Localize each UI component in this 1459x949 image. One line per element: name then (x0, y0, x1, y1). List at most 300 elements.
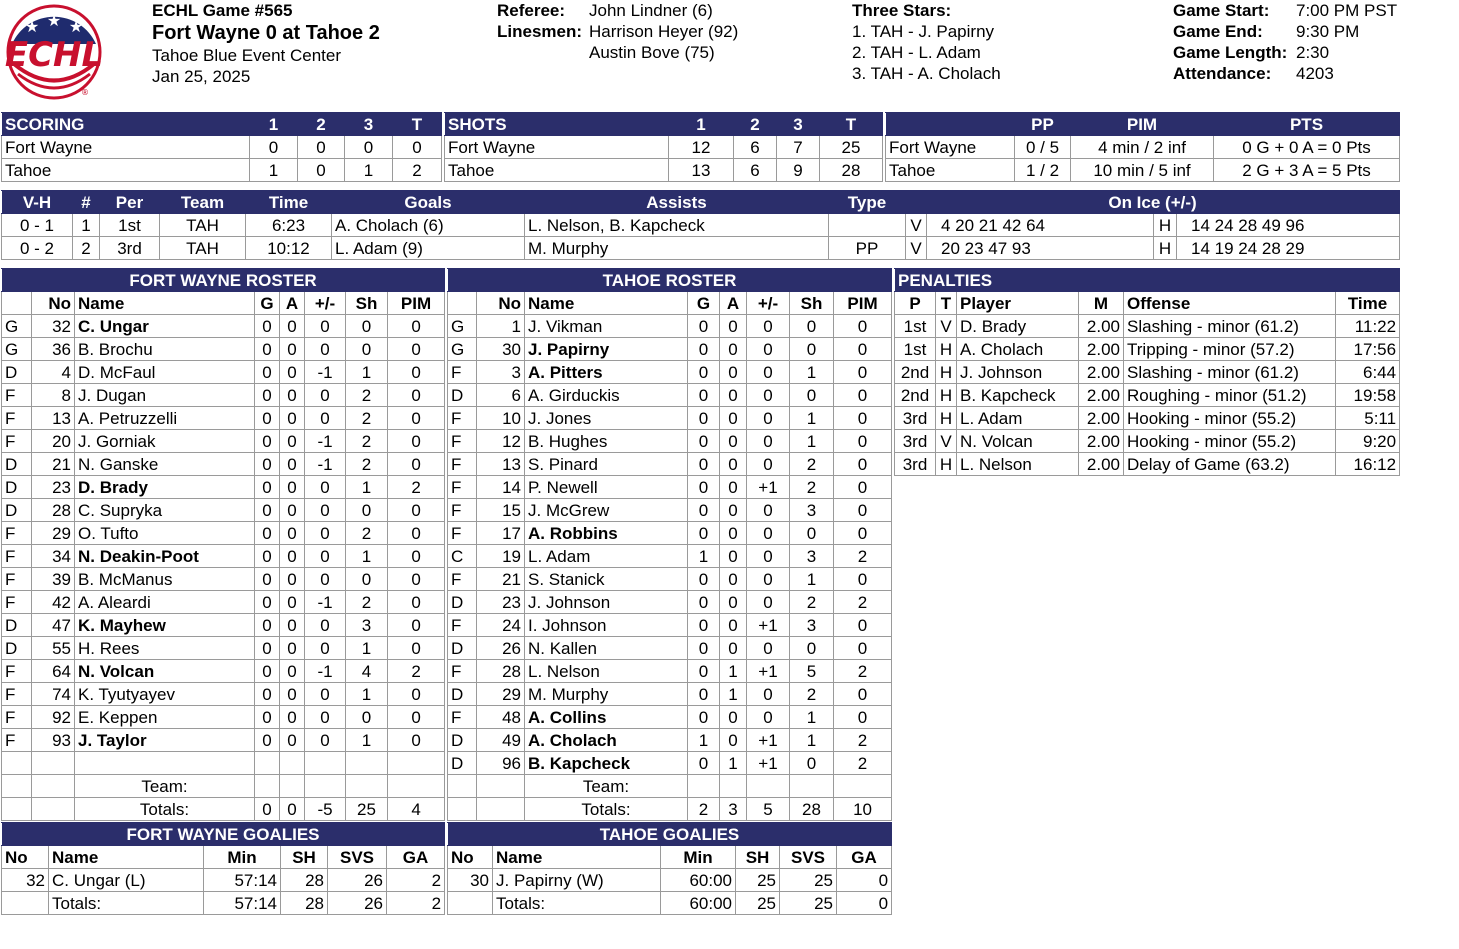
roster-row (2, 407, 445, 430)
player-position: F (2, 384, 32, 407)
roster-row (2, 453, 445, 476)
pim-header: PIM (1071, 113, 1214, 136)
player-name: J. Gorniak (75, 430, 255, 453)
goal-score: 0 - 1 (2, 214, 73, 237)
player-goals: 0 (255, 315, 280, 338)
player-name: J. Papirny (525, 338, 688, 361)
total-shots: 25 (736, 892, 780, 915)
player-plus-minus: 0 (305, 683, 346, 706)
player-assists: 0 (720, 384, 747, 407)
score: 1 (250, 159, 298, 182)
linesmen-label: Linesmen: (497, 22, 583, 41)
player-pim: 0 (388, 361, 445, 384)
player-name: J. Dugan (75, 384, 255, 407)
player-shots: 1 (346, 683, 388, 706)
game-start-label: Game Start: (1173, 1, 1270, 20)
goal-scorer: L. Adam (9) (332, 237, 525, 260)
goal-time: 10:12 (246, 237, 332, 260)
svg-text:®: ® (81, 88, 89, 97)
player-assists: 0 (720, 637, 747, 660)
roster-row (448, 315, 892, 338)
player-number: 39 (32, 568, 75, 591)
roster-row (448, 568, 892, 591)
player-plus-minus: 0 (747, 453, 790, 476)
goalie-saves-header: SVS (328, 846, 387, 869)
shots: 13 (669, 159, 734, 182)
player-position: G (448, 315, 477, 338)
team-name: Tahoe (2, 159, 250, 182)
shots-title: SHOTS (445, 113, 669, 136)
player-number: 3 (477, 361, 525, 384)
player-pim: 2 (388, 660, 445, 683)
shots-row (445, 136, 883, 159)
svg-text:★: ★ (46, 11, 62, 30)
player-assists: 0 (720, 361, 747, 384)
penalty-period: 1st (895, 338, 936, 361)
player-shots: 0 (790, 637, 834, 660)
player-name: O. Tufto (75, 522, 255, 545)
blank-cell (834, 775, 892, 798)
player-pim: 0 (834, 430, 892, 453)
name-header: Name (525, 292, 688, 315)
player-position: F (448, 453, 477, 476)
blank-cell (448, 892, 493, 915)
total-goals: 2 (688, 798, 720, 821)
goals-col-header: Goals (332, 191, 525, 214)
player-goals: 0 (255, 591, 280, 614)
penalties-header (895, 292, 1400, 315)
penalty-row (895, 384, 1400, 407)
penalty-offense: Slashing - minor (61.2) (1124, 361, 1336, 384)
svg-text:★: ★ (24, 17, 40, 36)
penalty-team: H (936, 407, 957, 430)
blank-cell (2, 892, 49, 915)
player-assists: 0 (720, 706, 747, 729)
player-number: 93 (32, 729, 75, 752)
goals-table (1, 190, 1400, 260)
player-pim: 0 (388, 706, 445, 729)
player-number: 6 (477, 384, 525, 407)
player-name: J. Jones (525, 407, 688, 430)
plus-minus-header: +/- (305, 292, 346, 315)
tahoe-goalies-header (448, 846, 892, 869)
player-pim: 0 (834, 338, 892, 361)
shots-header: Sh (346, 292, 388, 315)
penalty-offense: Hooking - minor (55.2) (1124, 407, 1336, 430)
player-goals: 0 (688, 568, 720, 591)
player-plus-minus: 0 (305, 568, 346, 591)
roster-row (2, 499, 445, 522)
goal-time: 6:23 (246, 214, 332, 237)
fort-wayne-goalies-title: FORT WAYNE GOALIES (2, 823, 445, 846)
blank-cell (477, 798, 525, 821)
player-plus-minus: +1 (747, 476, 790, 499)
blank-cell (790, 775, 834, 798)
fort-wayne-roster-table (1, 268, 445, 821)
player-position: F (448, 407, 477, 430)
player-plus-minus: -1 (305, 591, 346, 614)
player-number: 34 (32, 545, 75, 568)
shots: 6 (734, 136, 777, 159)
penalty-time: 6:44 (1336, 361, 1400, 384)
score: 1 (345, 159, 393, 182)
player-goals: 0 (688, 315, 720, 338)
player-pim: 0 (834, 637, 892, 660)
penalty-minutes: 2.00 (1079, 453, 1124, 476)
goalie-minutes-header: Min (661, 846, 736, 869)
penalty-offense: Tripping - minor (57.2) (1124, 338, 1336, 361)
player-plus-minus: -1 (305, 453, 346, 476)
roster-row (2, 706, 445, 729)
player-position: D (448, 729, 477, 752)
player-goals: 0 (255, 384, 280, 407)
player-position: F (448, 361, 477, 384)
shots: 25 (820, 136, 883, 159)
goal-row (2, 214, 1400, 237)
player-pim: 2 (388, 476, 445, 499)
blank-cell (2, 775, 32, 798)
goal-assists: M. Murphy (525, 237, 829, 260)
total-pim: 4 (388, 798, 445, 821)
player-assists: 0 (720, 453, 747, 476)
total-minutes: 60:00 (661, 892, 736, 915)
roster-row (2, 568, 445, 591)
player-shots: 2 (790, 683, 834, 706)
player-goals: 0 (688, 637, 720, 660)
player-assists: 0 (280, 637, 305, 660)
pts-value: 2 G + 3 A = 5 Pts (1214, 159, 1400, 182)
player-number: 17 (477, 522, 525, 545)
player-pim: 0 (834, 499, 892, 522)
penalty-time: 16:12 (1336, 453, 1400, 476)
game-end-label: Game End: (1173, 22, 1263, 41)
player-number: 20 (32, 430, 75, 453)
player-assists: 0 (720, 591, 747, 614)
player-pim: 0 (834, 315, 892, 338)
player-name: J. Vikman (525, 315, 688, 338)
player-assists: 0 (280, 407, 305, 430)
player-shots: 0 (346, 499, 388, 522)
roster-row (448, 545, 892, 568)
blank-cell (255, 775, 280, 798)
totals-label: Totals: (493, 892, 661, 915)
star-1: 1. TAH - J. Papirny (852, 22, 995, 41)
player-plus-minus: 0 (747, 545, 790, 568)
player-plus-minus: 0 (747, 637, 790, 660)
player-name: L. Adam (525, 545, 688, 568)
player-number: 26 (477, 637, 525, 660)
shots-total: T (820, 113, 883, 136)
player-pim: 0 (834, 407, 892, 430)
player-name: A. Girduckis (525, 384, 688, 407)
player-assists: 0 (280, 384, 305, 407)
player-position: F (448, 706, 477, 729)
game-start: 7:00 PM PST (1296, 1, 1398, 20)
goalie-ga-header: GA (837, 846, 892, 869)
player-assists: 0 (720, 476, 747, 499)
player-name: N. Deakin-Poot (75, 545, 255, 568)
shots: 28 (820, 159, 883, 182)
player-name: D. Brady (75, 476, 255, 499)
blank-cell (448, 775, 477, 798)
goal-team: TAH (160, 237, 246, 260)
referee: John Lindner (6) (589, 1, 713, 20)
player-position: F (2, 591, 32, 614)
goalie-ga-header: GA (387, 846, 445, 869)
penalty-time: 5:11 (1336, 407, 1400, 430)
player-plus-minus: 0 (305, 614, 346, 637)
player-number: 64 (32, 660, 75, 683)
player-assists: 0 (280, 660, 305, 683)
player-position: G (448, 338, 477, 361)
player-pim: 2 (834, 752, 892, 775)
player-shots: 0 (790, 338, 834, 361)
player-plus-minus: 0 (747, 315, 790, 338)
player-goals: 0 (255, 637, 280, 660)
goalie-row (448, 869, 892, 892)
player-number: 12 (477, 430, 525, 453)
player-assists: 0 (280, 361, 305, 384)
player-goals: 0 (255, 361, 280, 384)
player-position: F (2, 683, 32, 706)
blank-cell (32, 775, 75, 798)
player-name: B. Kapcheck (525, 752, 688, 775)
player-shots: 0 (790, 315, 834, 338)
roster-row (2, 683, 445, 706)
player-assists: 1 (720, 752, 747, 775)
player-goals: 0 (255, 476, 280, 499)
player-plus-minus: 0 (305, 729, 346, 752)
player-goals: 0 (255, 706, 280, 729)
penalty-team: H (936, 361, 957, 384)
shots-period-1: 1 (669, 113, 734, 136)
player-assists: 0 (280, 729, 305, 752)
total-plus-minus: 5 (747, 798, 790, 821)
player-pim: 2 (834, 591, 892, 614)
player-number: 8 (32, 384, 75, 407)
player-plus-minus: +1 (747, 614, 790, 637)
goalie-minutes: 57:14 (204, 869, 281, 892)
roster-row (448, 637, 892, 660)
visitor-on-ice: 20 23 47 93 (927, 237, 1154, 260)
penalty-team: V (936, 430, 957, 453)
player-pim: 0 (834, 361, 892, 384)
player-pim: 0 (388, 499, 445, 522)
number-header: No (477, 292, 525, 315)
pim-header: PIM (834, 292, 892, 315)
player-number: 49 (477, 729, 525, 752)
player-assists: 1 (720, 660, 747, 683)
goals-header (2, 191, 1400, 214)
player-goals: 0 (255, 729, 280, 752)
player-name: A. Cholach (525, 729, 688, 752)
roster-row (448, 338, 892, 361)
roster-row (2, 361, 445, 384)
visitor-on-ice: 4 20 21 42 64 (927, 214, 1154, 237)
player-goals: 0 (688, 453, 720, 476)
shots: 6 (734, 159, 777, 182)
total-shots: 28 (790, 798, 834, 821)
player-shots: 0 (346, 568, 388, 591)
penalty-player: L. Nelson (957, 453, 1079, 476)
player-pim: 0 (388, 637, 445, 660)
player-shots: 0 (346, 338, 388, 361)
player-assists: 0 (720, 568, 747, 591)
tahoe-goalies-title-row (448, 823, 892, 846)
player-pim: 0 (388, 430, 445, 453)
player-pim: 0 (388, 729, 445, 752)
player-position: F (2, 729, 32, 752)
game-length-label: Game Length: (1173, 43, 1288, 62)
player-name (75, 752, 255, 775)
penalty-period: 3rd (895, 407, 936, 430)
fort-wayne-goalies-header (2, 846, 445, 869)
player-goals: 0 (688, 706, 720, 729)
game-end: 9:30 PM (1296, 22, 1360, 41)
penalty-player: N. Volcan (957, 430, 1079, 453)
fort-wayne-goalies-table (1, 822, 445, 915)
scoring-period-3: 3 (345, 113, 393, 136)
player-shots: 4 (346, 660, 388, 683)
player-goals: 0 (688, 407, 720, 430)
player-pim: 0 (388, 522, 445, 545)
player-pim: 0 (834, 683, 892, 706)
player-name: L. Nelson (525, 660, 688, 683)
player-pim: 0 (834, 522, 892, 545)
player-number: 23 (477, 591, 525, 614)
player-position: F (448, 430, 477, 453)
tahoe-goalies-table (447, 822, 892, 915)
player-pim: 0 (834, 568, 892, 591)
player-number (32, 752, 75, 775)
player-number: 23 (32, 476, 75, 499)
player-position: F (448, 660, 477, 683)
goalie-shots: 25 (736, 869, 780, 892)
player-name: C. Supryka (75, 499, 255, 522)
total-goals-against: 2 (387, 892, 445, 915)
visitor-marker: V (906, 237, 927, 260)
player-shots: 1 (790, 430, 834, 453)
player-goals: 1 (688, 729, 720, 752)
team-header: Team (160, 191, 246, 214)
penalty-offense: Delay of Game (63.2) (1124, 453, 1336, 476)
player-name: D. McFaul (75, 361, 255, 384)
total-pim: 10 (834, 798, 892, 821)
player-pim: 0 (388, 568, 445, 591)
linesman-2: Austin Bove (75) (589, 43, 715, 62)
player-goals: 0 (688, 499, 720, 522)
home-on-ice: 14 19 24 28 29 (1177, 237, 1400, 260)
player-number: 19 (477, 545, 525, 568)
number-header: No (32, 292, 75, 315)
goalie-totals-row (448, 892, 892, 915)
player-shots: 2 (346, 430, 388, 453)
penalty-time: 17:56 (1336, 338, 1400, 361)
player-number: 30 (477, 338, 525, 361)
player-name: J. McGrew (525, 499, 688, 522)
blank-cell (747, 775, 790, 798)
player-plus-minus: 0 (305, 407, 346, 430)
player-pim: 0 (388, 545, 445, 568)
goalie-shots-header: SH (736, 846, 780, 869)
player-pim: 0 (834, 384, 892, 407)
scoring-total: T (393, 113, 442, 136)
totals-label: Totals: (525, 798, 688, 821)
penalty-period: 3rd (895, 453, 936, 476)
player-plus-minus: 0 (747, 591, 790, 614)
goals-header: G (688, 292, 720, 315)
score: 2 (393, 159, 442, 182)
player-plus-minus: 0 (747, 706, 790, 729)
scoring-header (2, 113, 442, 136)
penalty-time-header: Time (1336, 292, 1400, 315)
player-number: 28 (477, 660, 525, 683)
shots: 7 (777, 136, 820, 159)
player-name: K. Tyutyayev (75, 683, 255, 706)
player-name: N. Kallen (525, 637, 688, 660)
player-assists: 0 (720, 338, 747, 361)
total-goals-against: 0 (837, 892, 892, 915)
player-position (2, 752, 32, 775)
roster-row (448, 453, 892, 476)
goalie-name-header: Name (493, 846, 661, 869)
fort-wayne-roster-title-row (2, 269, 445, 292)
penalty-player-header: Player (957, 292, 1079, 315)
player-assists: 0 (280, 499, 305, 522)
player-goals: 0 (688, 683, 720, 706)
player-goals (255, 752, 280, 775)
player-position: D (448, 683, 477, 706)
player-plus-minus: 0 (747, 683, 790, 706)
player-shots: 5 (790, 660, 834, 683)
star-2: 2. TAH - L. Adam (852, 43, 981, 62)
scoring-table (1, 112, 442, 182)
player-goals: 0 (688, 384, 720, 407)
player-goals: 0 (255, 430, 280, 453)
player-goals: 0 (255, 660, 280, 683)
player-goals: 0 (255, 614, 280, 637)
penalty-team: H (936, 384, 957, 407)
player-shots: 0 (790, 384, 834, 407)
player-plus-minus: 0 (747, 384, 790, 407)
fort-wayne-roster-title: FORT WAYNE ROSTER (2, 269, 445, 292)
player-position: D (448, 384, 477, 407)
player-pim: 0 (834, 706, 892, 729)
player-position: F (2, 430, 32, 453)
total-saves: 25 (780, 892, 837, 915)
player-shots: 1 (346, 729, 388, 752)
player-pim: 2 (834, 660, 892, 683)
player-pim: 0 (388, 453, 445, 476)
player-number: 15 (477, 499, 525, 522)
pts-value: 0 G + 0 A = 0 Pts (1214, 136, 1400, 159)
goal-score: 0 - 2 (2, 237, 73, 260)
plus-minus-header: +/- (747, 292, 790, 315)
player-plus-minus: 0 (305, 499, 346, 522)
roster-row (2, 430, 445, 453)
scoring-row (2, 136, 442, 159)
player-number: 1 (477, 315, 525, 338)
player-goals: 1 (688, 545, 720, 568)
roster-row (2, 591, 445, 614)
player-assists: 0 (720, 430, 747, 453)
player-number: 13 (32, 407, 75, 430)
tahoe-roster-table (447, 268, 892, 821)
player-shots: 2 (346, 384, 388, 407)
score: 0 (250, 136, 298, 159)
goalie-goals-against: 0 (837, 869, 892, 892)
player-assists: 0 (720, 614, 747, 637)
